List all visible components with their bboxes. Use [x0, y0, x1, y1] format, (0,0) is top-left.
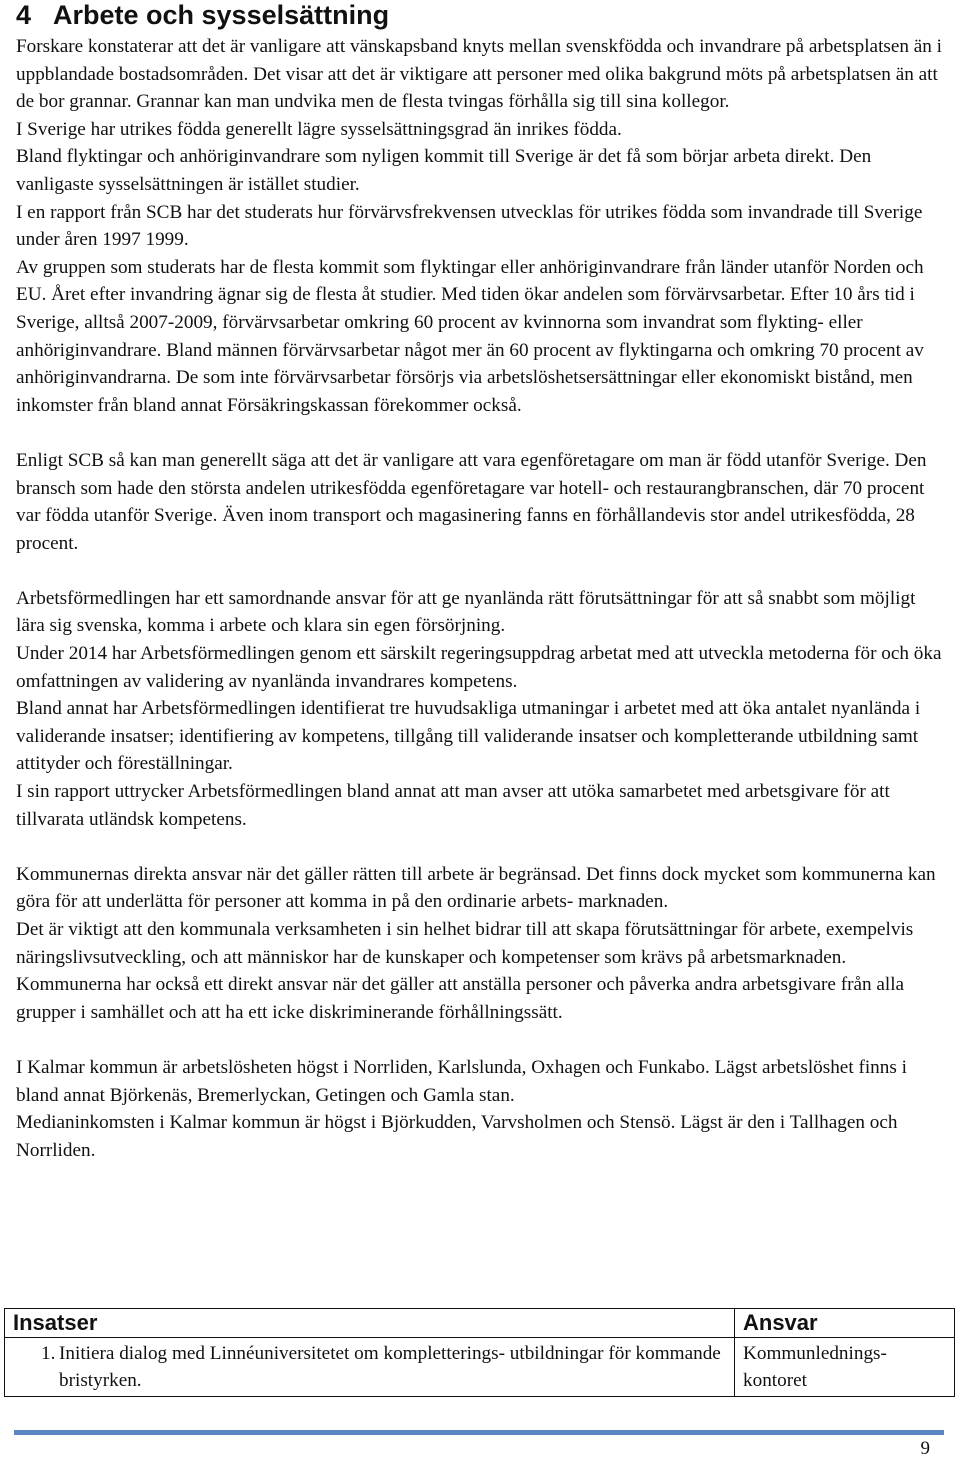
paragraph: Bland flyktingar och anhöriginvandrare som nyligen kommit till Sverige är det få som börjar arbeta direkt. Den vanligaste sysselsättningen är istället studier.: [16, 146, 872, 195]
paragraph: Bland annat har Arbetsförmedlingen identifierat tre huvudsakliga utmaningar i arbetet med att öka antalet nyanlända i validerande insatser; identifiering av kompetens, tillgång till validerande insatser och kompletterande utbildning samt attityder och föreställningar.: [16, 698, 921, 775]
paragraph: Det är viktigt att den kommunala verksamheten i sin helhet bidrar till att skapa förutsättningar för arbete, exempelvis näringslivsutveckling, och att människor har de kunskaper och kompetenser som krävs på arbetsmarknaden. Kommunerna har också ett direkt ansvar när det gäller att anställa personer och påverka andra arbetsgivare från alla grupper i samhället och att ha ett icke diskriminerande förhållningssätt.: [16, 919, 914, 1023]
paragraph: Arbetsförmedlingen har ett samordnande ansvar för att ge nyanlända rätt förutsättningar för att så snabbt som möjligt lära sig svenska, komma i arbete och klara sin egen försörjning.: [16, 587, 916, 637]
table-row: [5, 1338, 955, 1397]
ansvar-cell: Kommunlednings- kontoret: [735, 1338, 955, 1397]
page-number: 9: [920, 1438, 930, 1459]
column-header-insatser: Insatser: [5, 1309, 735, 1338]
list-item-number: 1.: [41, 1343, 56, 1364]
paragraph: Under 2014 har Arbetsförmedlingen genom ett särskilt regeringsuppdrag arbetat med att utveckla metoderna för och öka omfattningen av validering av nyanlända invandrares kompetens.: [16, 643, 942, 692]
paragraph: Enligt SCB så kan man generellt säga att det är vanligare att vara egenföretagare om man är född utanför Sverige. Den bransch som hade den största andelen utrikesfödda egenföretagare var hotell- och restaurangbranschen, där 70 procent var födda utanför Sverige. Även inom transport och magasinering fanns en förhållandevis stor andel utrikesfödda, 28 procent.: [16, 449, 927, 554]
footer-rule: [14, 1430, 944, 1435]
paragraph-gap: [16, 557, 946, 585]
insats-cell: [5, 1338, 735, 1397]
paragraph-gap: [16, 1026, 946, 1054]
paragraph: Forskare konstaterar att det är vanligare att vänskapsband knyts mellan svenskfödda och invandrare på arbetsplatsen än i uppblandade bostadsområden. Det visar att det är viktigare att personer med olika bakgrund möts på arbetsplatsen än att de bor grannar. Grannar kan man undvika men de flesta tvingas förhålla sig till sina kollegor.: [16, 36, 943, 113]
paragraph: I Kalmar kommun är arbetslösheten högst i Norrliden, Karlslunda, Oxhagen och Funkabo. Lägst arbetslöshet finns i bland annat Björkenäs, Bremerlyckan, Getingen och Gamla stan.: [16, 1056, 907, 1106]
paragraph: Av gruppen som studerats har de flesta kommit som flyktingar eller anhöriginvandrare från länder utanför Norden och EU. Året efter invandring ägnar sig de flesta åt studier. Med tiden ökar andelen som förvärvsarbetar. Efter 10 års tid i Sverige, alltså 2007-2009, förvärvsarbetar omkring 60 procent av kvinnorna som invandrat som flykting- eller anhöriginvandrare. Bland männen förvärvsarbetar något mer än 60 procent av flyktingarna och omkring 70 procent av anhöriginvandrarna. De som inte förvärvsarbetar försörjs via arbetslöshetsersättningar eller ekonomiskt bistånd, men inkomster från bland annat Försäkringskassan förekommer också.: [16, 256, 924, 416]
paragraph: I Sverige har utrikes födda generellt lägre sysselsättningsgrad än inrikes födda.: [16, 118, 622, 140]
list-item-text: Initiera dialog med Linnéuniversitetet om kompletterings- utbildningar för kommande bristyrken.: [59, 1343, 721, 1391]
list-item: [13, 1340, 726, 1394]
paragraph: Medianinkomsten i Kalmar kommun är högst i Björkudden, Varvsholmen och Stensö. Lägst är den i Tallhagen och Norrliden.: [16, 1112, 898, 1161]
body-text: [16, 33, 946, 1164]
heading-number: 4: [16, 0, 32, 30]
page-title: Arbete och sysselsättning: [53, 0, 390, 30]
paragraph-gap: [16, 833, 946, 861]
paragraph: Kommunernas direkta ansvar när det gäller rätten till arbete är begränsad. Det finns dock mycket som kommunerna kan göra för att underlätta för personer att komma in på den ordinarie arbets- marknaden.: [16, 863, 936, 913]
insatser-table: [4, 1308, 955, 1397]
paragraph: I en rapport från SCB har det studerats hur förvärvsfrekvensen utvecklas för utrikes födda som invandrade till Sverige under åren 1997 1999.: [16, 201, 923, 251]
column-header-ansvar: Ansvar: [735, 1309, 955, 1338]
paragraph: I sin rapport uttrycker Arbetsförmedlingen bland annat att man avser att utöka samarbetet med arbetsgivare för att tillvarata utländsk kompetens.: [16, 781, 890, 830]
paragraph-gap: [16, 419, 946, 447]
table-header-row: [5, 1309, 955, 1338]
